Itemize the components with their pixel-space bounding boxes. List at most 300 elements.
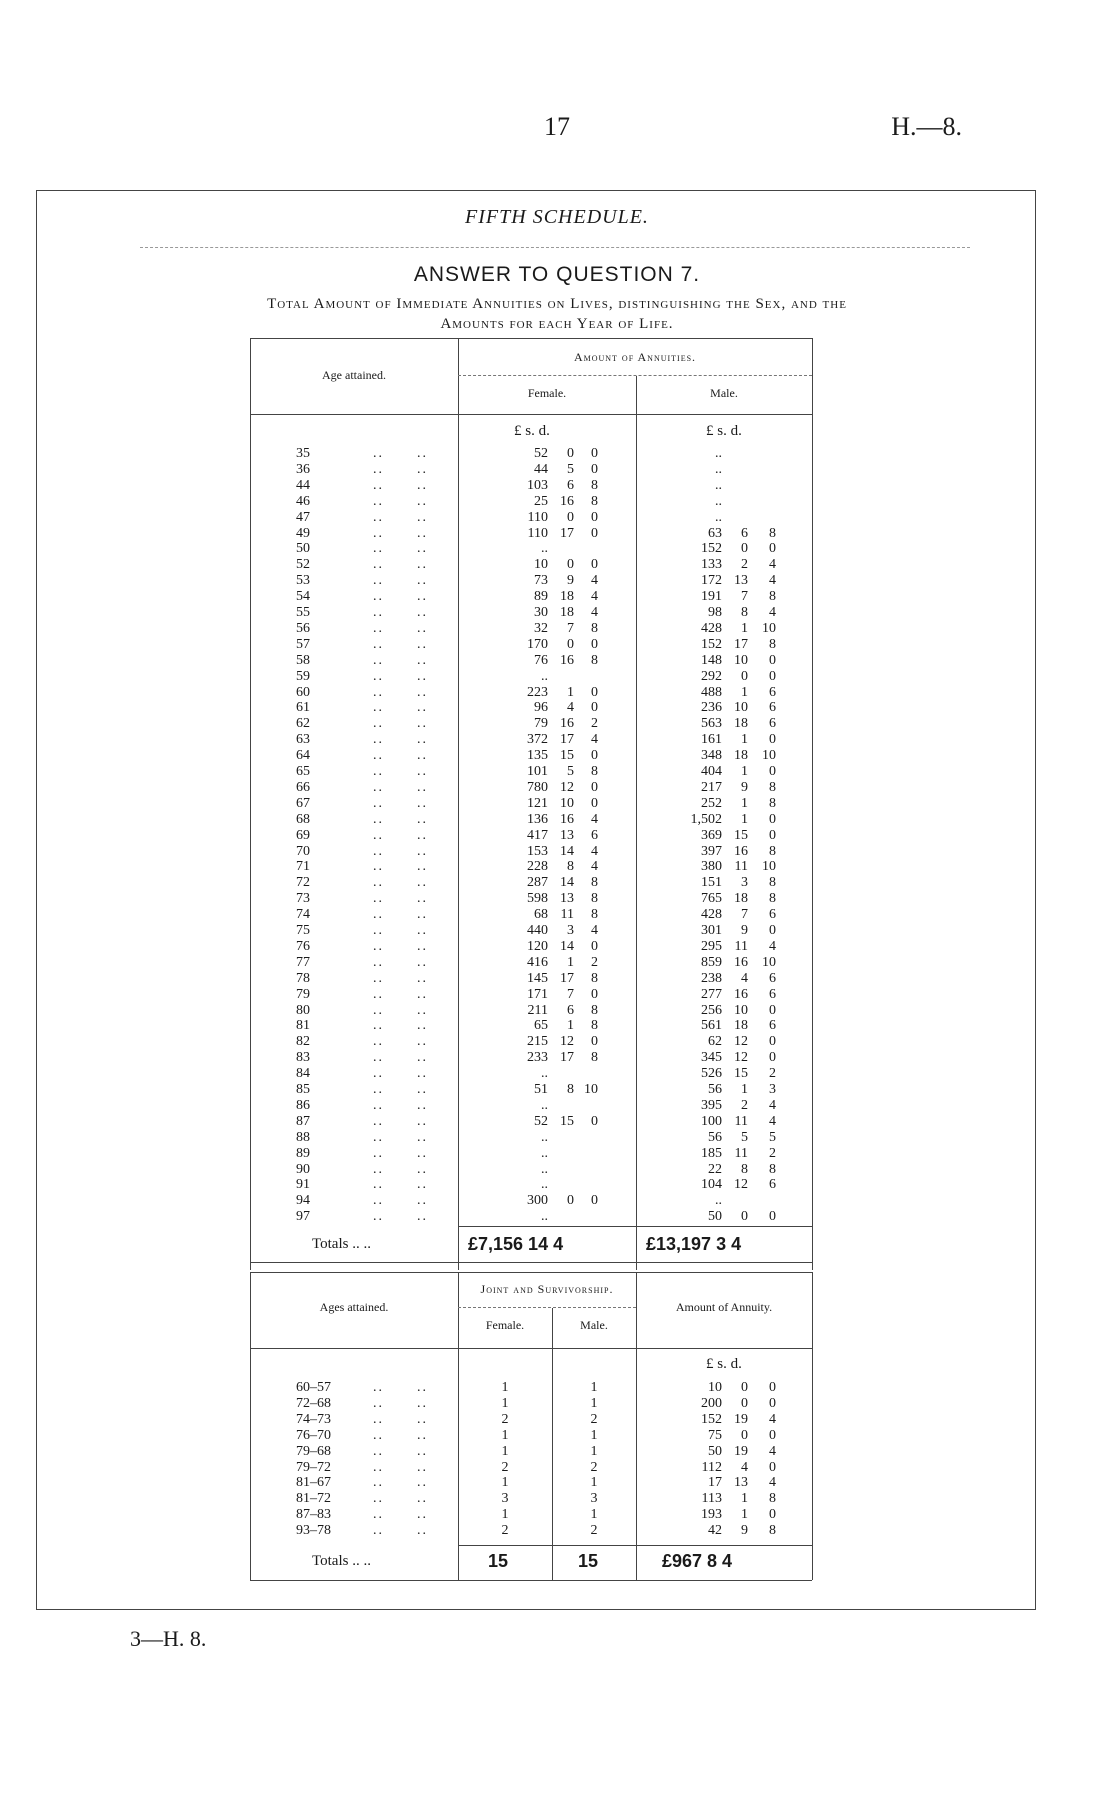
female-pence: 8: [591, 764, 598, 779]
female-pence: 8: [591, 477, 598, 493]
female-shillings: 16: [560, 652, 574, 668]
male-pounds: 100: [701, 1113, 722, 1129]
table-row: [0, 764, 1114, 780]
male-shillings: 4: [741, 970, 748, 986]
table-subtitle: [90, 294, 1024, 334]
male-pounds: 133: [701, 557, 722, 573]
female-pence: 8: [591, 875, 598, 891]
male-shillings: 11: [734, 859, 748, 875]
male-count: 2: [590, 1523, 598, 1539]
male-pence: 8: [769, 843, 776, 859]
female-pence: 4: [591, 589, 598, 605]
table-row: [0, 1523, 1114, 1539]
male-pounds: 252: [701, 795, 722, 811]
female-shillings: 17: [560, 970, 574, 986]
female-pounds: 440: [527, 923, 548, 938]
leader-dots: .. ..: [373, 446, 428, 461]
amount-shillings: 1: [741, 1507, 748, 1523]
table-row: [0, 1098, 1114, 1114]
male-shillings: 18: [734, 891, 748, 907]
table-row: [0, 1114, 1114, 1130]
age-cell: 71: [296, 859, 310, 875]
male-pence: 6: [769, 700, 776, 716]
age-cell: 91: [296, 1177, 310, 1193]
table-row: [0, 716, 1114, 732]
male-pounds: 161: [701, 732, 722, 748]
female-pence: 0: [591, 938, 598, 954]
table-row: [0, 1003, 1114, 1019]
female-pounds: 223: [527, 684, 548, 700]
female-pounds: 110: [527, 509, 548, 525]
female-shillings: 1: [567, 684, 574, 700]
female-pounds: 44: [534, 461, 548, 477]
amount-pence: 8: [769, 1491, 776, 1507]
male-pounds: 185: [701, 1145, 722, 1161]
male-pence: 4: [769, 1097, 776, 1113]
table-row: [0, 875, 1114, 891]
ages-cell: 81–72: [296, 1491, 331, 1507]
male-shillings: 17: [734, 636, 748, 652]
col-header-male: Male.: [710, 386, 738, 400]
male-pence: 6: [769, 1177, 776, 1193]
male-pence: 4: [769, 573, 776, 589]
male-pence: 6: [769, 970, 776, 986]
table-row: [0, 732, 1114, 748]
age-cell: 64: [296, 748, 310, 764]
female-shillings: 10: [560, 795, 574, 811]
question-title: ANSWER TO QUESTION 7.: [413, 263, 701, 286]
table-row: [0, 1444, 1114, 1460]
table-row: [0, 955, 1114, 971]
female-pounds: 136: [527, 811, 548, 827]
female-pence: 4: [591, 573, 598, 589]
female-pence: 10: [584, 1082, 598, 1097]
table-row: [0, 780, 1114, 796]
female-pounds: 103: [527, 477, 548, 493]
female-pounds: 73: [534, 573, 548, 589]
table-row: [0, 987, 1114, 1003]
female-shillings: 8: [567, 859, 574, 875]
female-pounds: 121: [527, 795, 548, 811]
female-pounds: ..: [541, 1209, 548, 1225]
male-pounds: 152: [701, 541, 722, 557]
male-pence: 0: [769, 811, 776, 827]
male-pence: 8: [769, 525, 776, 541]
total-amount: £967 8 4: [662, 1551, 733, 1571]
leader-dots: .. ..: [373, 1050, 428, 1066]
table-row: [0, 1396, 1114, 1412]
male-shillings: 11: [734, 1145, 748, 1161]
ages-cell: 60–57: [296, 1380, 331, 1395]
total-male: £13,197 3 4: [646, 1234, 742, 1254]
female-pence: 0: [591, 557, 598, 573]
leader-dots: .. ..: [373, 652, 428, 668]
female-count: 1: [501, 1507, 509, 1523]
male-pence: 0: [769, 1050, 776, 1066]
age-cell: 44: [296, 477, 310, 493]
male-shillings: 0: [741, 1209, 748, 1225]
female-shillings: 16: [560, 493, 574, 509]
female-pence: 2: [591, 954, 598, 970]
units-female: £ s. d.: [514, 423, 550, 439]
male-pence: 8: [769, 779, 776, 795]
leader-dots: .. ..: [373, 1177, 428, 1193]
leader-dots: .. ..: [373, 875, 428, 891]
male-shillings: 7: [741, 907, 748, 923]
female-pounds: 416: [527, 954, 548, 970]
female-pence: 4: [591, 732, 598, 748]
male-pounds: 236: [701, 700, 722, 716]
female-count: 1: [501, 1427, 509, 1443]
table-row: [0, 621, 1114, 637]
leader-dots: .. ..: [373, 970, 428, 986]
male-pence: 6: [769, 986, 776, 1002]
female-pence: 8: [591, 493, 598, 509]
female-pounds: 25: [534, 493, 548, 509]
female-pence: 8: [591, 652, 598, 668]
male-shillings: 18: [734, 748, 748, 764]
male-pounds: 172: [701, 573, 722, 589]
table-row: [0, 971, 1114, 987]
male-pounds: 301: [701, 923, 722, 938]
age-cell: 60: [296, 684, 310, 700]
units-amount: £ s. d.: [706, 1356, 742, 1372]
female-pence: 0: [591, 1113, 598, 1129]
table2-totals-label: Totals .. ..: [312, 1553, 371, 1569]
table-row: [0, 510, 1114, 526]
male-pounds: ..: [715, 446, 722, 461]
amount-pence: 0: [769, 1459, 776, 1475]
leader-dots: .. ..: [373, 477, 428, 493]
amount-pounds: 10: [708, 1380, 722, 1395]
male-shillings: 9: [741, 779, 748, 795]
male-shillings: 1: [741, 811, 748, 827]
female-pounds: 171: [527, 986, 548, 1002]
female-pounds: 598: [527, 891, 548, 907]
female-pounds: 110: [527, 525, 548, 541]
leader-dots: .. ..: [373, 1209, 428, 1225]
male-pence: 0: [769, 1034, 776, 1050]
ages-cell: 93–78: [296, 1523, 331, 1539]
male-pounds: 238: [701, 970, 722, 986]
leader-dots: .. ..: [373, 620, 428, 636]
male-pounds: 148: [701, 652, 722, 668]
female-shillings: 16: [560, 716, 574, 732]
female-shillings: 0: [567, 557, 574, 573]
male-shillings: 13: [734, 573, 748, 589]
female-shillings: 5: [567, 461, 574, 477]
male-shillings: 8: [741, 605, 748, 620]
male-shillings: 7: [741, 589, 748, 605]
leader-dots: .. ..: [373, 525, 428, 541]
male-pence: 6: [769, 907, 776, 923]
male-shillings: 10: [734, 1002, 748, 1018]
leader-dots: .. ..: [373, 1491, 428, 1507]
table1-totals-label: Totals .. ..: [312, 1236, 371, 1252]
female-shillings: 11: [560, 907, 574, 923]
table-row: [0, 796, 1114, 812]
age-cell: 67: [296, 795, 310, 811]
age-cell: 49: [296, 525, 310, 541]
female-shillings: 17: [560, 1050, 574, 1066]
male-shillings: 5: [741, 1129, 748, 1145]
female-pounds: ..: [541, 668, 548, 684]
male-pence: 10: [762, 620, 776, 636]
male-shillings: 10: [734, 700, 748, 716]
female-count: 1: [501, 1380, 509, 1395]
male-pence: 5: [769, 1129, 776, 1145]
male-pounds: 563: [701, 716, 722, 732]
leader-dots: .. ..: [373, 636, 428, 652]
female-pounds: 65: [534, 1018, 548, 1034]
female-shillings: 18: [560, 589, 574, 605]
male-pence: 0: [769, 652, 776, 668]
leader-dots: .. ..: [373, 748, 428, 764]
table-row: [0, 1034, 1114, 1050]
female-count: 3: [501, 1491, 509, 1507]
age-cell: 90: [296, 1161, 310, 1177]
amount-shillings: 19: [734, 1411, 748, 1427]
leader-dots: .. ..: [373, 1129, 428, 1145]
leader-dots: .. ..: [373, 1113, 428, 1129]
male-pounds: 369: [701, 827, 722, 843]
col-header-male-2: Male.: [580, 1318, 608, 1332]
amount-pence: 4: [769, 1443, 776, 1459]
female-pounds: 372: [527, 732, 548, 748]
female-shillings: 13: [560, 891, 574, 907]
amount-shillings: 4: [741, 1459, 748, 1475]
age-cell: 56: [296, 620, 310, 636]
table-row: [0, 1050, 1114, 1066]
male-pounds: 395: [701, 1097, 722, 1113]
male-pounds: 152: [701, 636, 722, 652]
table-row: [0, 557, 1114, 573]
male-pence: 4: [769, 1113, 776, 1129]
female-pounds: 68: [534, 907, 548, 923]
table-row: [0, 1460, 1114, 1476]
table-row: [0, 700, 1114, 716]
male-pence: 2: [769, 1145, 776, 1161]
subtitle-line-1: Total Amount of Immediate Annuities on Lives, distinguishing the Sex, and the: [267, 296, 847, 312]
table-row: [0, 891, 1114, 907]
table-row: [0, 1066, 1114, 1082]
male-shillings: 10: [734, 652, 748, 668]
female-pence: 0: [591, 684, 598, 700]
table-row: [0, 939, 1114, 955]
leader-dots: .. ..: [373, 1161, 428, 1177]
male-pounds: 428: [701, 620, 722, 636]
male-pounds: 104: [701, 1177, 722, 1193]
male-pounds: 151: [701, 875, 722, 891]
leader-dots: .. ..: [373, 907, 428, 923]
amount-pence: 4: [769, 1475, 776, 1491]
leader-dots: .. ..: [373, 509, 428, 525]
female-pence: 0: [591, 1034, 598, 1050]
male-count: 1: [590, 1380, 598, 1395]
table-row: [0, 907, 1114, 923]
female-pence: 4: [591, 859, 598, 875]
ages-cell: 81–67: [296, 1475, 331, 1491]
age-cell: 69: [296, 827, 310, 843]
male-pence: 0: [769, 764, 776, 779]
table-row: [0, 923, 1114, 939]
male-shillings: 1: [741, 684, 748, 700]
table2-header-rule: [250, 1348, 812, 1349]
age-cell: 82: [296, 1034, 310, 1050]
age-cell: 94: [296, 1193, 310, 1209]
male-pounds: ..: [715, 493, 722, 509]
male-pence: 0: [769, 923, 776, 938]
female-pounds: 79: [534, 716, 548, 732]
amount-shillings: 13: [734, 1475, 748, 1491]
male-pounds: 1,502: [690, 811, 722, 827]
female-pounds: ..: [541, 1145, 548, 1161]
col-header-age: Age attained.: [322, 368, 386, 382]
female-shillings: 7: [567, 986, 574, 1002]
table-row: [0, 1475, 1114, 1491]
male-pence: 4: [769, 605, 776, 620]
leader-dots: .. ..: [373, 923, 428, 938]
page-number: 17: [544, 112, 570, 141]
table1-header-rule: [250, 414, 812, 415]
leader-dots: .. ..: [373, 1193, 428, 1209]
male-shillings: 1: [741, 795, 748, 811]
leader-dots: .. ..: [373, 1427, 428, 1443]
male-pounds: 256: [701, 1002, 722, 1018]
male-shillings: 1: [741, 1082, 748, 1097]
female-pence: 8: [591, 1018, 598, 1034]
amount-pence: 0: [769, 1380, 776, 1395]
table-row: [0, 1507, 1114, 1523]
female-shillings: 9: [567, 573, 574, 589]
leader-dots: .. ..: [373, 1523, 428, 1539]
male-pence: 8: [769, 795, 776, 811]
leader-dots: .. ..: [373, 541, 428, 557]
col-header-amount: Amount of Annuity.: [675, 1300, 773, 1314]
leader-dots: .. ..: [373, 1066, 428, 1082]
female-shillings: 17: [560, 732, 574, 748]
table-row: [0, 446, 1114, 462]
amount-pounds: 193: [701, 1507, 722, 1523]
female-pounds: 170: [527, 636, 548, 652]
age-cell: 78: [296, 970, 310, 986]
male-shillings: 1: [741, 732, 748, 748]
age-cell: 88: [296, 1129, 310, 1145]
male-pence: 6: [769, 716, 776, 732]
male-pounds: 345: [701, 1050, 722, 1066]
table-row: [0, 462, 1114, 478]
female-shillings: 17: [560, 525, 574, 541]
leader-dots: .. ..: [373, 811, 428, 827]
male-shillings: 11: [734, 1113, 748, 1129]
male-pounds: 191: [701, 589, 722, 605]
table-row: [0, 1380, 1114, 1396]
female-pence: 0: [591, 509, 598, 525]
female-shillings: 5: [567, 764, 574, 779]
leader-dots: .. ..: [373, 716, 428, 732]
female-pence: 8: [591, 1050, 598, 1066]
table1-group-rule: [458, 375, 812, 376]
male-pence: 0: [769, 668, 776, 684]
amount-pounds: 17: [708, 1475, 722, 1491]
female-pence: 0: [591, 525, 598, 541]
female-pence: 0: [591, 461, 598, 477]
female-pounds: 228: [527, 859, 548, 875]
units-male: £ s. d.: [706, 423, 742, 439]
female-pounds: 10: [534, 557, 548, 573]
age-cell: 70: [296, 843, 310, 859]
age-cell: 50: [296, 541, 310, 557]
male-pounds: 22: [708, 1161, 722, 1177]
table-row: [0, 828, 1114, 844]
male-pounds: 62: [708, 1034, 722, 1050]
age-cell: 61: [296, 700, 310, 716]
female-pence: 0: [591, 700, 598, 716]
leader-dots: .. ..: [373, 461, 428, 477]
female-pence: 0: [591, 748, 598, 764]
male-pounds: 428: [701, 907, 722, 923]
table-row: [0, 748, 1114, 764]
female-shillings: 14: [560, 938, 574, 954]
table-row: [0, 1082, 1114, 1098]
table-row: [0, 605, 1114, 621]
age-cell: 52: [296, 557, 310, 573]
male-pence: 4: [769, 557, 776, 573]
male-pounds: 561: [701, 1018, 722, 1034]
table-row: [0, 844, 1114, 860]
table-row: [0, 1130, 1114, 1146]
amount-pounds: 75: [708, 1427, 722, 1443]
female-shillings: 8: [567, 1082, 574, 1097]
leader-dots: .. ..: [373, 700, 428, 716]
col-header-female: Female.: [527, 386, 567, 400]
amount-pounds: 200: [701, 1395, 722, 1411]
leader-dots: .. ..: [373, 1411, 428, 1427]
male-shillings: 9: [741, 923, 748, 938]
leader-dots: .. ..: [373, 843, 428, 859]
age-cell: 58: [296, 652, 310, 668]
age-cell: 85: [296, 1082, 310, 1097]
female-pounds: 32: [534, 620, 548, 636]
female-pounds: 30: [534, 605, 548, 620]
male-pence: 0: [769, 541, 776, 557]
female-pounds: 135: [527, 748, 548, 764]
female-pence: 6: [591, 827, 598, 843]
female-shillings: 0: [567, 1193, 574, 1209]
table-row: [0, 1146, 1114, 1162]
female-pounds: 89: [534, 589, 548, 605]
female-shillings: 3: [567, 923, 574, 938]
col-header-ages: Ages attained.: [319, 1300, 389, 1314]
table-row: [0, 859, 1114, 875]
table-row: [0, 1209, 1114, 1225]
age-cell: 55: [296, 605, 310, 620]
table-row: [0, 637, 1114, 653]
age-cell: 46: [296, 493, 310, 509]
male-pence: 8: [769, 636, 776, 652]
table1-totals-rule: [458, 1226, 812, 1227]
age-cell: 35: [296, 446, 310, 461]
amount-pounds: 113: [701, 1491, 722, 1507]
leader-dots: .. ..: [373, 938, 428, 954]
table-row: [0, 685, 1114, 701]
female-shillings: 0: [567, 509, 574, 525]
ages-cell: 76–70: [296, 1427, 331, 1443]
leader-dots: .. ..: [373, 684, 428, 700]
table-row: [0, 1193, 1114, 1209]
female-pounds: ..: [541, 1129, 548, 1145]
male-count: 1: [590, 1475, 598, 1491]
